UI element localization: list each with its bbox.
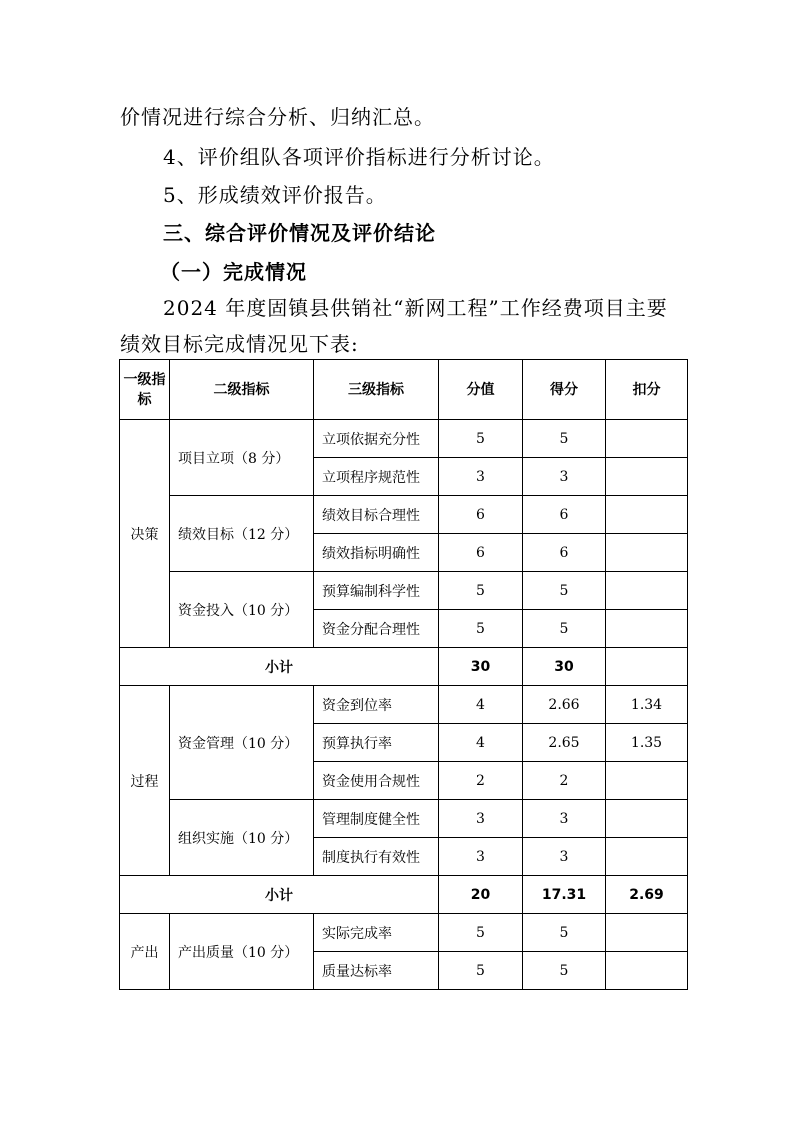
- level3-cell: 立项程序规范性: [314, 458, 439, 496]
- deduct-cell: [606, 838, 688, 876]
- level3-cell: 资金到位率: [314, 686, 439, 724]
- score-cell: 5: [439, 420, 523, 458]
- level2-cell: 项目立项（8 分）: [170, 420, 314, 496]
- got-cell: 5: [523, 420, 606, 458]
- deduct-cell: [606, 952, 688, 990]
- subtotal-row: [120, 648, 688, 686]
- level1-process: 过程: [120, 686, 170, 876]
- level2-cell: 组织实施（10 分）: [170, 800, 314, 876]
- score-cell: 5: [439, 952, 523, 990]
- got-cell: 3: [523, 838, 606, 876]
- paragraph-continuation: 价情况进行综合分析、归纳汇总。: [120, 105, 435, 129]
- step-5: 5、形成绩效评价报告。: [163, 183, 387, 207]
- score-cell: 3: [439, 838, 523, 876]
- level1-output: 产出: [120, 914, 170, 990]
- level3-cell: 质量达标率: [314, 952, 439, 990]
- subtotal-deduct: [606, 648, 688, 686]
- section-heading: 三、综合评价情况及评价结论: [163, 221, 436, 245]
- level3-cell: 资金分配合理性: [314, 610, 439, 648]
- got-cell: 5: [523, 952, 606, 990]
- deduct-cell: [606, 534, 688, 572]
- subsection-heading: （一）完成情况: [160, 260, 307, 284]
- table-row: [120, 686, 688, 724]
- table-row: [120, 572, 688, 610]
- got-cell: 2: [523, 762, 606, 800]
- deduct-cell: [606, 800, 688, 838]
- header-level3: 三级指标: [314, 360, 439, 420]
- level2-cell: 绩效目标（12 分）: [170, 496, 314, 572]
- score-cell: 4: [439, 686, 523, 724]
- deduct-cell: [606, 458, 688, 496]
- deduct-cell: [606, 914, 688, 952]
- deduct-cell: [606, 572, 688, 610]
- deduct-cell: 1.35: [606, 724, 688, 762]
- level1-decision: 决策: [120, 420, 170, 648]
- score-cell: 5: [439, 914, 523, 952]
- got-cell: 2.65: [523, 724, 606, 762]
- level3-cell: 预算编制科学性: [314, 572, 439, 610]
- level3-cell: 实际完成率: [314, 914, 439, 952]
- deduct-cell: 1.34: [606, 686, 688, 724]
- intro-line-1: 2024 年度固镇县供销社“新网工程”工作经费项目主要: [163, 296, 668, 320]
- header-level2: 二级指标: [170, 360, 314, 420]
- got-cell: 6: [523, 534, 606, 572]
- got-cell: 3: [523, 458, 606, 496]
- score-cell: 6: [439, 534, 523, 572]
- subtotal-deduct: 2.69: [606, 876, 688, 914]
- subtotal-got: 30: [523, 648, 606, 686]
- level3-cell: 绩效指标明确性: [314, 534, 439, 572]
- level3-cell: 制度执行有效性: [314, 838, 439, 876]
- table-row: [120, 420, 688, 458]
- deduct-cell: [606, 610, 688, 648]
- header-score: 分值: [439, 360, 523, 420]
- header-got: 得分: [523, 360, 606, 420]
- subtotal-score: 20: [439, 876, 523, 914]
- subtotal-score: 30: [439, 648, 523, 686]
- table-header-row: [120, 360, 688, 420]
- subtotal-got: 17.31: [523, 876, 606, 914]
- level2-cell: 产出质量（10 分）: [170, 914, 314, 990]
- got-cell: 6: [523, 496, 606, 534]
- deduct-cell: [606, 420, 688, 458]
- subtotal-label: 小计: [120, 876, 439, 914]
- score-cell: 5: [439, 572, 523, 610]
- performance-table: [119, 359, 688, 990]
- step-4: 4、评价组队各项评价指标进行分析讨论。: [163, 145, 555, 169]
- header-level1: 一级指标: [120, 360, 170, 420]
- deduct-cell: [606, 496, 688, 534]
- level3-cell: 资金使用合规性: [314, 762, 439, 800]
- got-cell: 5: [523, 610, 606, 648]
- level3-cell: 预算执行率: [314, 724, 439, 762]
- deduct-cell: [606, 762, 688, 800]
- level2-cell: 资金投入（10 分）: [170, 572, 314, 648]
- intro-line-2: 绩效目标完成情况见下表:: [120, 332, 359, 356]
- level3-cell: 绩效目标合理性: [314, 496, 439, 534]
- table-row: [120, 496, 688, 534]
- score-cell: 6: [439, 496, 523, 534]
- score-cell: 3: [439, 458, 523, 496]
- header-deduct: 扣分: [606, 360, 688, 420]
- subtotal-row: [120, 876, 688, 914]
- subtotal-label: 小计: [120, 648, 439, 686]
- score-cell: 3: [439, 800, 523, 838]
- level2-cell: 资金管理（10 分）: [170, 686, 314, 800]
- score-cell: 5: [439, 610, 523, 648]
- level3-cell: 管理制度健全性: [314, 800, 439, 838]
- got-cell: 2.66: [523, 686, 606, 724]
- score-cell: 4: [439, 724, 523, 762]
- table-row: [120, 914, 688, 952]
- got-cell: 3: [523, 800, 606, 838]
- got-cell: 5: [523, 914, 606, 952]
- got-cell: 5: [523, 572, 606, 610]
- level3-cell: 立项依据充分性: [314, 420, 439, 458]
- table-row: [120, 800, 688, 838]
- score-cell: 2: [439, 762, 523, 800]
